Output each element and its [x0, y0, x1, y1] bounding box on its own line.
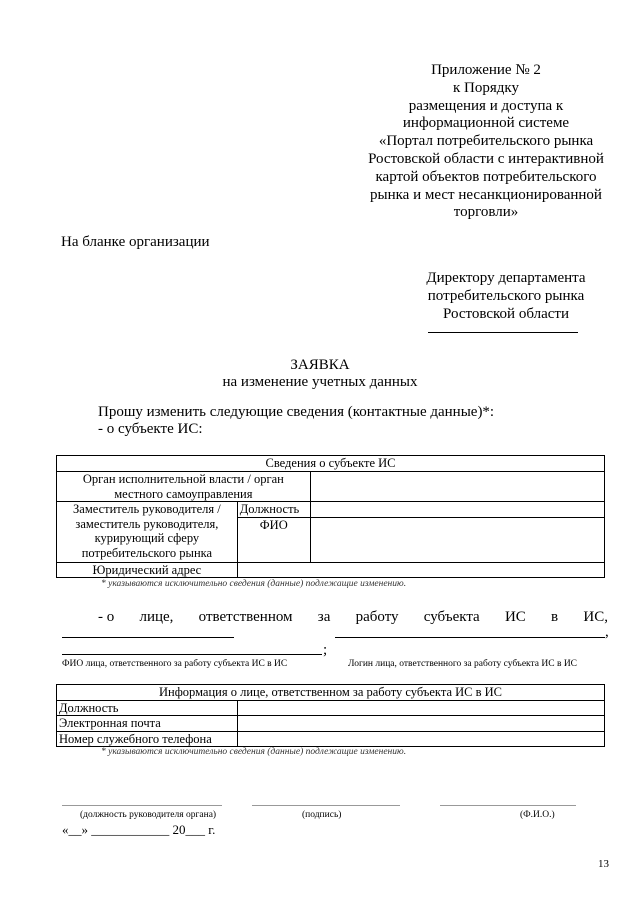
appendix-line: рынка и мест несанкционированной — [370, 186, 602, 203]
addressee-signature-line — [428, 332, 578, 333]
appendix-line: Ростовской области с интерактивной — [368, 150, 604, 167]
responsible-word: в — [551, 609, 559, 625]
responsible-word: ИС, — [583, 609, 608, 625]
deputy-fio-label: ФИО — [237, 517, 310, 562]
deputy-fio-value — [310, 517, 604, 562]
position-caption: (должность руководителя органа) — [80, 810, 217, 820]
responsible-word: субъекта — [423, 609, 480, 625]
position-label: Должность — [57, 700, 238, 716]
appendix-line: к Порядку — [453, 79, 519, 96]
date-line: «__» ____________ 20___ г. — [62, 822, 216, 837]
addressee-line: Ростовской области — [443, 306, 569, 322]
appendix-line: размещения и доступа к — [408, 97, 564, 114]
phone-label: Номер служебного телефона — [57, 731, 238, 747]
responsible-person-line — [98, 609, 608, 626]
subject-info-table — [56, 455, 605, 578]
comma: , — [605, 624, 609, 640]
semicolon: ; — [323, 642, 328, 658]
phone-value — [237, 731, 604, 747]
responsible-word: - о — [98, 609, 115, 625]
addressee-block — [408, 269, 604, 323]
appendix-line: информационной системе — [402, 115, 570, 132]
login-fill-line — [335, 637, 605, 638]
document-title: ЗАЯВКА — [290, 357, 350, 373]
fio-caption: ФИО лица, ответственного за работу субъекта ИС в ИС — [62, 659, 288, 669]
footnote: * указываются исключительно сведения (данные) подлежащие изменению. — [101, 579, 407, 589]
request-line: Прошу изменить следующие сведения (контактные данные)*: — [98, 404, 495, 420]
appendix-line: торговли» — [453, 204, 519, 221]
responsible-word: лице, — [139, 609, 174, 625]
page-number: 13 — [598, 858, 609, 870]
addressee-line: потребительского рынка — [427, 288, 585, 304]
appendix-block — [360, 62, 612, 222]
authority-label: Орган исполнительной власти / орган местного самоуправления — [57, 472, 311, 502]
sign-caption: (подпись) — [302, 810, 342, 820]
deputy-position-label: Должность — [237, 502, 310, 518]
position-value — [237, 700, 604, 716]
deputy-label: Заместитель руководителя / заместитель руководителя, курирующий сферу потребительского рынка — [57, 502, 238, 563]
fio-caption: (Ф.И.О.) — [520, 810, 555, 820]
sign-signature-line — [252, 805, 400, 806]
appendix-line: Приложение № 2 — [431, 62, 541, 78]
authority-value — [310, 472, 604, 502]
email-value — [237, 716, 604, 732]
responsible-word: ИС — [504, 609, 526, 625]
appendix-line: «Портал потребительского рынка — [378, 133, 594, 150]
deputy-position-value — [310, 502, 604, 518]
table-header: Сведения о субъекте ИС — [57, 456, 605, 472]
login-caption: Логин лица, ответственного за работу субъекта ИС в ИС — [348, 659, 578, 669]
legal-address-label: Юридический адрес — [57, 562, 238, 578]
responsible-info-table — [56, 684, 605, 747]
fio-fill-line — [62, 637, 234, 638]
responsible-word: ответственном — [198, 609, 293, 625]
fio-fill-line-2 — [62, 654, 322, 655]
appendix-line: картой объектов потребительского — [375, 168, 597, 185]
subject-line: - о субъекте ИС: — [98, 421, 203, 437]
footnote: * указываются исключительно сведения (данные) подлежащие изменению. — [101, 747, 407, 757]
responsible-word: за — [317, 609, 331, 625]
responsible-word: работу — [355, 609, 399, 625]
email-label: Электронная почта — [57, 716, 238, 732]
letterhead-note: На бланке организации — [61, 234, 210, 250]
fio-signature-line — [440, 805, 576, 806]
table-header: Информация о лице, ответственном за работу субъекта ИС в ИС — [57, 685, 605, 701]
legal-address-value — [237, 562, 604, 578]
addressee-line: Директору департамента — [426, 270, 586, 286]
document-subtitle: на изменение учетных данных — [222, 374, 418, 390]
position-signature-line — [62, 805, 222, 806]
